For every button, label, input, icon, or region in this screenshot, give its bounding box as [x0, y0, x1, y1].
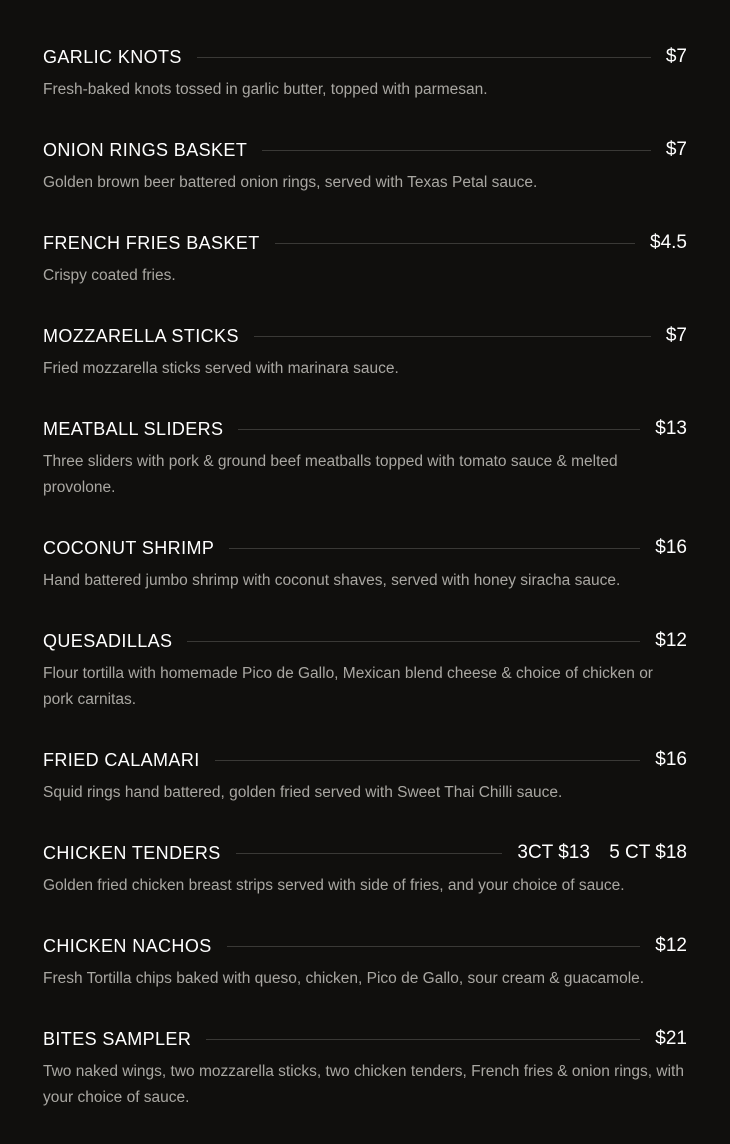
menu-item-name: MOZZARELLA STICKS — [43, 325, 239, 346]
menu-item-price: $12 — [655, 630, 687, 651]
menu-item — [43, 932, 687, 992]
menu-item-name: BITES SAMPLER — [43, 1028, 192, 1049]
menu-item-price: $4.5 — [650, 232, 687, 253]
menu-item — [43, 322, 687, 382]
menu-item-description: Fresh-baked knots tossed in garlic butter, topped with parmesan. — [43, 81, 488, 98]
menu-item-header — [43, 415, 687, 443]
menu-item — [43, 1025, 687, 1111]
menu-item-description: Flour tortilla with homemade Pico de Gallo, Mexican blend cheese & choice of chicken or pork carnitas. — [43, 665, 653, 708]
menu-item-header — [43, 746, 687, 774]
menu-item-header — [43, 229, 687, 257]
menu-item-name: ONION RINGS BASKET — [43, 139, 248, 160]
menu-item-description: Fresh Tortilla chips baked with queso, chicken, Pico de Gallo, sour cream & guacamole. — [43, 970, 645, 987]
divider-line — [262, 150, 651, 151]
divider-line — [236, 853, 503, 854]
menu-item-header — [43, 627, 687, 655]
menu-item-name: FRENCH FRIES BASKET — [43, 232, 260, 253]
menu-item-name: QUESADILLAS — [43, 630, 173, 651]
divider-line — [229, 548, 640, 549]
menu-item — [43, 136, 687, 196]
menu-item-price: $7 — [665, 46, 687, 67]
menu-item-name: GARLIC KNOTS — [43, 46, 182, 67]
menu-item — [43, 229, 687, 289]
divider-line — [197, 57, 651, 58]
menu-item-header — [43, 932, 687, 960]
price-option-3ct: 3CT $13 — [517, 842, 590, 863]
menu-item-description: Golden fried chicken breast strips served with side of fries, and your choice of sauce. — [43, 877, 625, 894]
menu-item-header — [43, 43, 687, 71]
divider-line — [206, 1039, 640, 1040]
menu-item-price: $13 — [655, 418, 687, 439]
menu-item-description: Squid rings hand battered, golden fried served with Sweet Thai Chilli sauce. — [43, 784, 563, 801]
divider-line — [275, 243, 635, 244]
menu-item — [43, 534, 687, 594]
menu-item-price: $16 — [655, 749, 687, 770]
divider-line — [254, 336, 651, 337]
menu-item-header — [43, 1025, 687, 1053]
divider-line — [215, 760, 641, 761]
menu-item — [43, 746, 687, 806]
menu-item-price: $16 — [655, 537, 687, 558]
menu-item — [43, 627, 687, 713]
menu-item-description: Two naked wings, two mozzarella sticks, two chicken tenders, French fries & onion rings, with your choice of sauce. — [43, 1063, 684, 1106]
menu-item-description: Three sliders with pork & ground beef meatballs topped with tomato sauce & melted provolone. — [43, 453, 618, 496]
menu-item-header — [43, 322, 687, 350]
menu-item-description: Crispy coated fries. — [43, 267, 176, 284]
divider-line — [187, 641, 640, 642]
menu-list — [43, 43, 687, 1144]
menu-item-name: CHICKEN TENDERS — [43, 842, 221, 863]
menu-item-price: $7 — [665, 325, 687, 346]
menu-item-header — [43, 136, 687, 164]
menu-item — [43, 839, 687, 899]
divider-line — [227, 946, 641, 947]
menu-item-name: COCONUT SHRIMP — [43, 537, 215, 558]
menu-item-name: MEATBALL SLIDERS — [43, 418, 224, 439]
menu-item-header — [43, 534, 687, 562]
price-option-5ct: 5 CT $18 — [609, 842, 687, 863]
menu-item-description: Golden brown beer battered onion rings, served with Texas Petal sauce. — [43, 174, 538, 191]
menu-item-header — [43, 839, 687, 867]
menu-item-price: $12 — [655, 935, 687, 956]
menu-item-price-options — [517, 842, 687, 864]
menu-item-description: Fried mozzarella sticks served with marinara sauce. — [43, 360, 399, 377]
menu-item — [43, 43, 687, 103]
menu-item-name: FRIED CALAMARI — [43, 749, 200, 770]
menu-item-description: Hand battered jumbo shrimp with coconut shaves, served with honey siracha sauce. — [43, 572, 621, 589]
divider-line — [238, 429, 640, 430]
menu-item-price: $21 — [655, 1028, 687, 1049]
menu-item-name: CHICKEN NACHOS — [43, 935, 212, 956]
menu-item-price: $7 — [665, 139, 687, 160]
menu-item — [43, 415, 687, 501]
